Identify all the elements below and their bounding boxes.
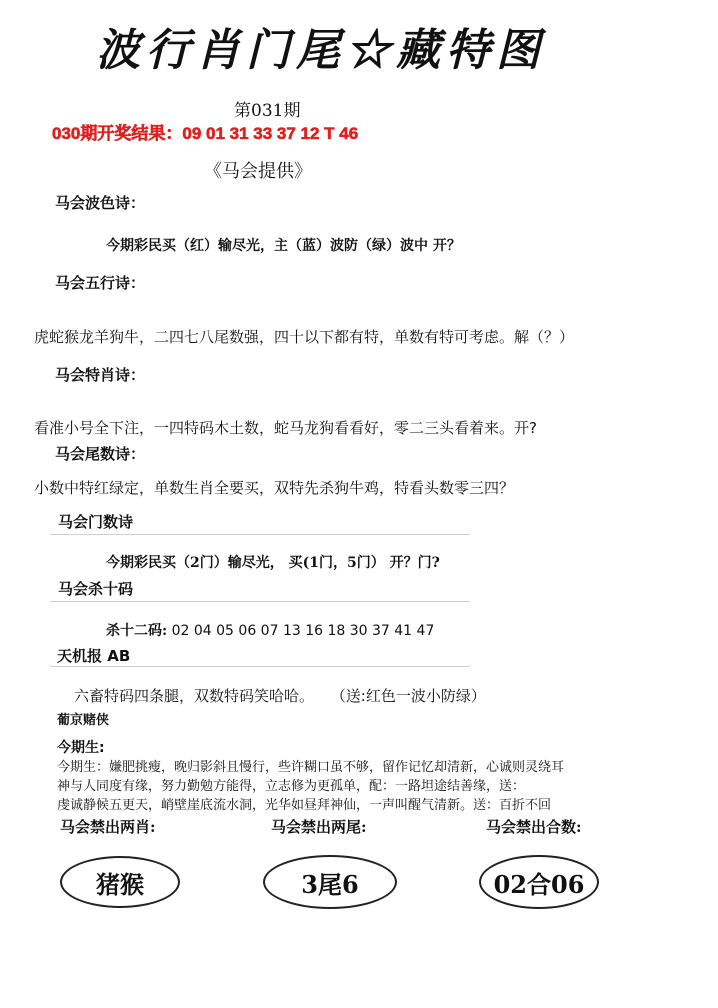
poet-line-2: 神与人同度有缘，努力勤勉方能得，立志修为更孤单，配：一路坦途结善缘，送： [57, 779, 526, 794]
kill-twelve-line [106, 620, 434, 640]
tianji-send: （送:红色一波小防绿） [330, 687, 486, 705]
poet-line-3: 虔诚静候五更天，峭壁崖底流水洞，光华如昼拜神仙，一声叫醒气清新。送：百折不回 [57, 798, 552, 813]
previous-result: 030期开奖结果：09 01 31 33 37 12 T 46 [52, 124, 359, 143]
gate-poem-text: 今期彩民买（2门）输尽光， 买(1门，5门） 开？门? [106, 555, 440, 571]
tail-poem-label: 马会尾数诗： [55, 445, 146, 463]
five-elements-label: 马会五行诗： [55, 274, 146, 292]
forbidden-zodiac-oval [60, 856, 180, 908]
tianji-line [74, 685, 486, 706]
page-title: 波行肖门尾☆藏特图 [96, 25, 546, 76]
kill-twelve-prefix: 杀十二码: [106, 623, 168, 639]
provider-label: 《马会提供》 [204, 161, 312, 182]
tianji-text: 六畜特码四条腿，双数特码笑哈哈。 [74, 687, 315, 705]
tail-poem-text: 小数中特红绿定，单数生肖全要买，双特先杀狗牛鸡，特看头数零三四？ [34, 479, 515, 497]
forbidden-zodiac-value: 猪猴 [96, 869, 144, 899]
forbidden-combo-value: 02合06 [493, 869, 585, 899]
poet-line-1: 今期生：嫌肥挑瘦，晚归影斜且慢行，些许糊口虽不够，留作记忆却清新，心诚则灵绕耳 [57, 760, 565, 775]
forbidden-zodiac-label: 马会禁出两肖: [60, 818, 156, 836]
kill-twelve-numbers: 02 04 05 06 07 13 16 18 30 37 41 47 [171, 623, 435, 639]
tianji-label: 天机报 AB [57, 647, 131, 665]
gate-poem-label: 马会门数诗 [58, 513, 134, 531]
forbidden-combo-label: 马会禁出合数: [486, 818, 582, 836]
forbidden-tail-oval [263, 855, 397, 909]
five-elements-text: 虎蛇猴龙羊狗牛，二四七八尾数强，四十以下都有特，单数有特可考虑。解（？） [34, 328, 575, 346]
poet-sublabel: 今期生: [57, 740, 105, 756]
zodiac-poem-label: 马会特肖诗： [55, 366, 146, 384]
forbidden-tail-label: 马会禁出两尾: [271, 818, 367, 836]
poet-label: 葡京赌侠 [57, 713, 110, 728]
kill-ten-label: 马会杀十码 [58, 580, 134, 598]
wave-poem-text: 今期彩民买（红）输尽光，主（蓝）波防（绿）波中 开？ [106, 238, 461, 254]
forbidden-combo-oval [479, 855, 599, 909]
issue-number: 第031期 [234, 101, 301, 121]
wave-poem-label: 马会波色诗： [55, 194, 146, 212]
divider [50, 666, 470, 667]
divider [50, 601, 470, 602]
zodiac-poem-text: 看准小号全下注，一四特码木土数，蛇马龙狗看看好，零二三头看着来。开? [34, 419, 537, 437]
forbidden-tail-value: 3尾6 [301, 869, 359, 899]
divider [50, 534, 470, 535]
